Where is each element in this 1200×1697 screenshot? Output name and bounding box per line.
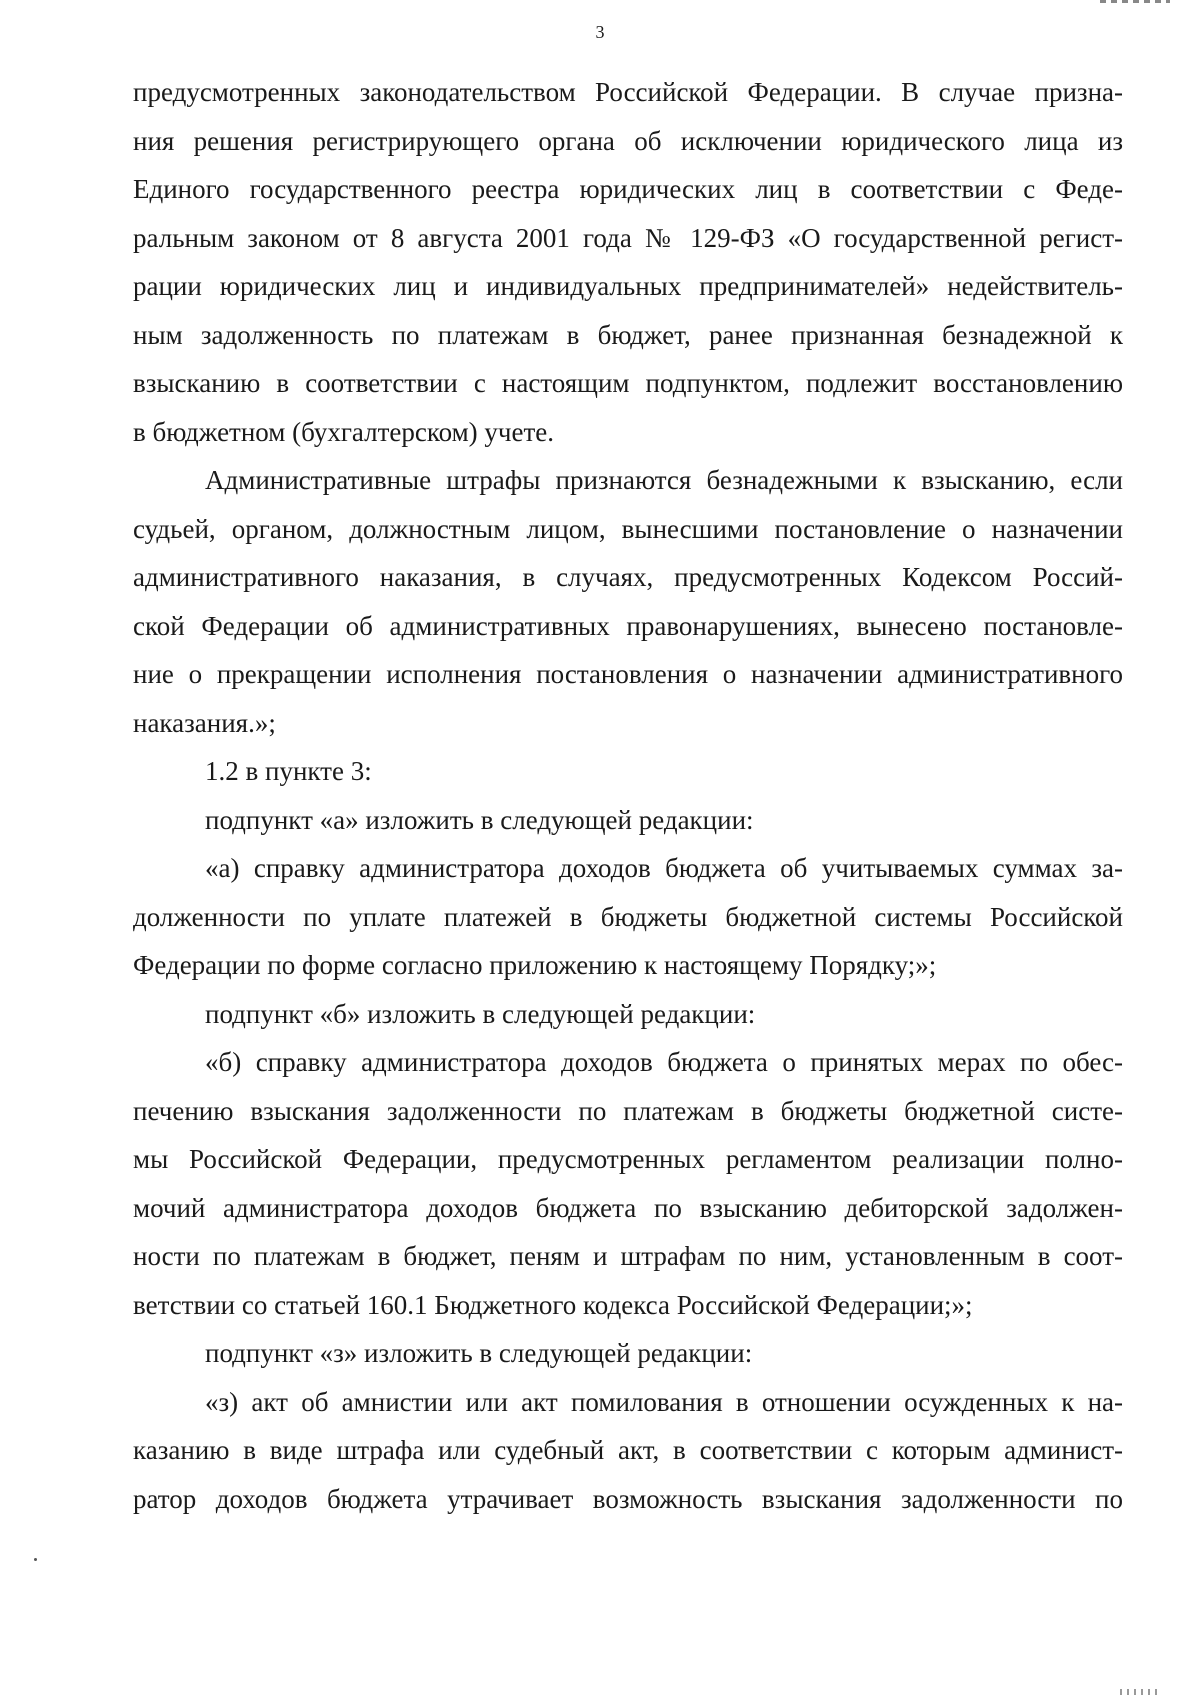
text-line: Федерации по форме согласно приложению к настоящему Порядку;»; bbox=[133, 950, 937, 980]
text-line: предусмотренных законодательством Российской Федерации. В случае призна- bbox=[133, 77, 1123, 107]
text-line: ской Федерации об административных правонарушениях, вынесено постановле- bbox=[133, 610, 1123, 641]
text-line: ральным законом от 8 августа 2001 года № 129-ФЗ «О государственной регист- bbox=[133, 222, 1123, 253]
text-line: ным задолженность по платежам в бюджет, ранее признанная безнадежной к bbox=[133, 319, 1123, 350]
text-line: казанию в виде штрафа или судебный акт, в соответствии с которым админист- bbox=[133, 1435, 1123, 1465]
text-line: ния решения регистрирующего органа об исключении юридического лица из bbox=[133, 125, 1123, 156]
document-body bbox=[133, 68, 1123, 1523]
text-line: наказания.»; bbox=[133, 707, 276, 738]
text-line: ветствии со статьей 160.1 Бюджетного кодекса Российской Федерации;»; bbox=[133, 1289, 973, 1320]
text-line: 1.2 в пункте 3: bbox=[205, 756, 372, 786]
text-line: Единого государственного реестра юридических лиц в соответствии с Феде- bbox=[133, 174, 1123, 204]
text-line: «з) акт об амнистии или акт помилования в отношении осужденных к на- bbox=[205, 1386, 1123, 1417]
text-line: мы Российской Федерации, предусмотренных регламентом реализации полно- bbox=[133, 1144, 1123, 1174]
text-line: «а) справку администратора доходов бюджета об учитываемых суммах за- bbox=[205, 853, 1123, 883]
text-line: судьей, органом, должностным лицом, вынесшими постановление о назначении bbox=[133, 513, 1123, 544]
text-line: подпункт «б» изложить в следующей редакции: bbox=[205, 998, 756, 1029]
scan-artifact-bottom bbox=[1120, 1689, 1160, 1695]
text-line: печению взыскания задолженности по платежам в бюджеты бюджетной систе- bbox=[133, 1095, 1123, 1126]
page-number: 3 bbox=[595, 22, 605, 42]
text-line: подпункт «а» изложить в следующей редакции: bbox=[205, 804, 754, 835]
text-line: ратор доходов бюджета утрачивает возможность взыскания задолженности по bbox=[133, 1483, 1123, 1514]
text-line: административного наказания, в случаях, предусмотренных Кодексом Россий- bbox=[133, 562, 1123, 592]
text-line: долженности по уплате платежей в бюджеты бюджетной системы Российской bbox=[133, 901, 1123, 932]
text-line: Административные штрафы признаются безнадежными к взысканию, если bbox=[205, 465, 1123, 495]
text-line: взысканию в соответствии с настоящим подпунктом, подлежит восстановлению bbox=[133, 368, 1123, 398]
scan-artifact-top bbox=[1100, 0, 1170, 3]
text-line: подпункт «з» изложить в следующей редакции: bbox=[205, 1338, 753, 1368]
scan-artifact-dot bbox=[34, 1558, 37, 1561]
text-line: рации юридических лиц и индивидуальных предпринимателей» недействитель- bbox=[133, 271, 1123, 301]
text-line: ние о прекращении исполнения постановления о назначении административного bbox=[133, 659, 1123, 689]
text-line: ности по платежам в бюджет, пеням и штрафам по ним, установленным в соот- bbox=[133, 1241, 1123, 1271]
text-line: «б) справку администратора доходов бюджета о принятых мерах по обес- bbox=[205, 1047, 1123, 1077]
text-line: в бюджетном (бухгалтерском) учете. bbox=[133, 416, 555, 447]
text-line: мочий администратора доходов бюджета по взысканию дебиторской задолжен- bbox=[133, 1192, 1123, 1223]
